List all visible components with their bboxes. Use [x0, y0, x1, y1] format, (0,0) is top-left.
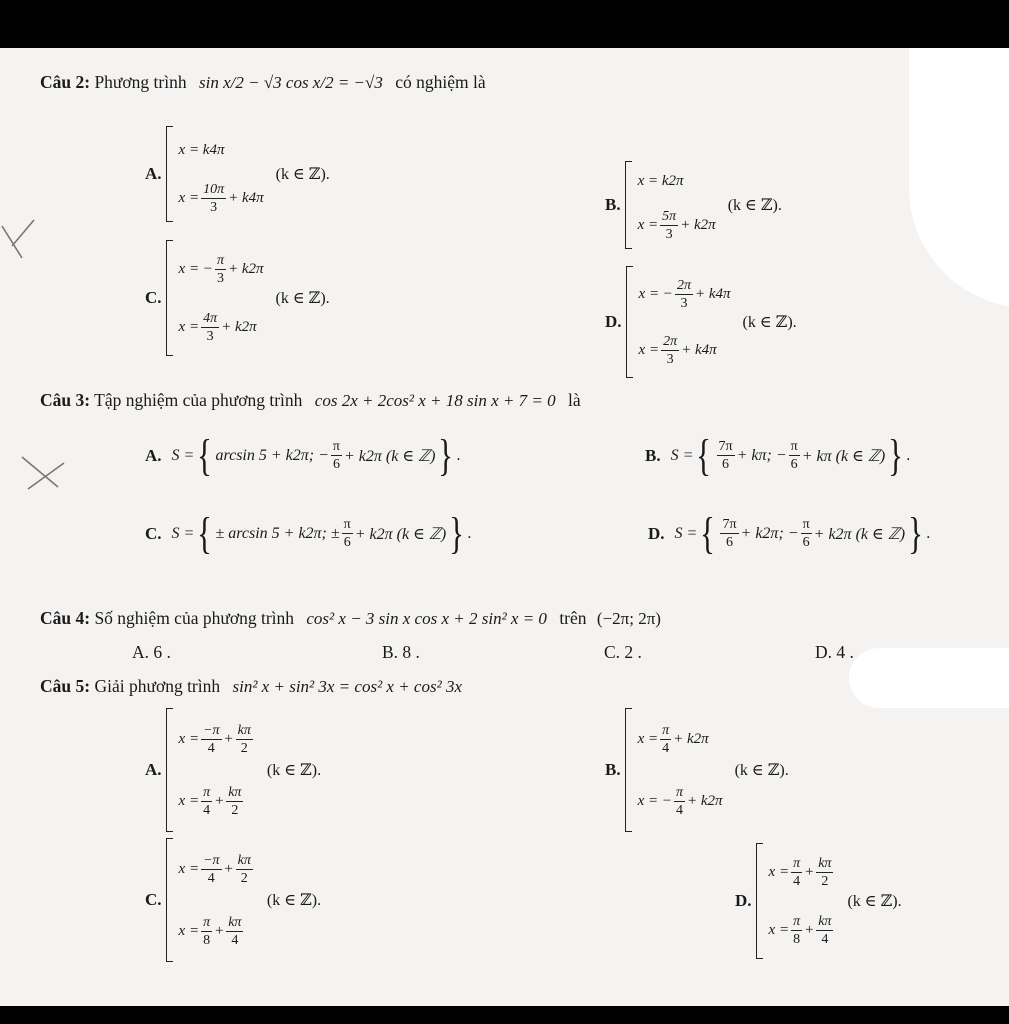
- question-2-label: Câu 2:: [40, 72, 91, 92]
- option-a-label: A.: [145, 760, 162, 779]
- q2-b-line2: x = $\frac{5\pi}{3}$ + k2π: [637, 208, 716, 242]
- question-4-stem: [40, 608, 661, 629]
- question-3-equation: cos 2x + 2cos² x + 18 sin x + 7 = 0: [314, 391, 556, 410]
- bracket: [166, 708, 173, 832]
- q4-option-a[interactable]: A. 6 .: [132, 642, 171, 662]
- question-4-label: Câu 4:: [40, 608, 91, 628]
- question-5-stem: [40, 676, 462, 697]
- q3-option-d[interactable]: D. S = { $\frac{7\pi}{6}$ + k2π; − $\frac{\pi}{6}$ + k2π (k ∈ ℤ) } .: [648, 509, 931, 558]
- question-3-label: Câu 3:: [40, 390, 91, 410]
- q5-option-b[interactable]: [605, 708, 789, 832]
- q3-option-b[interactable]: B. S = { $\frac{7\pi}{6}$ + kπ; − $\frac{\pi}{6}$ + kπ (k ∈ ℤ) } .: [645, 431, 911, 480]
- q3-option-c[interactable]: C. S = { ± arcsin 5 + k2π; ± $\frac{\pi}{6}$ + k2π (k ∈ ℤ) } .: [145, 509, 472, 558]
- q5-b-kz: (k ∈ ℤ).: [734, 762, 789, 779]
- question-2-equation: sin x/2 − √3 cos x/2 = −√3: [198, 73, 383, 92]
- option-d-label: D.: [605, 312, 622, 331]
- q2-c-kz: (k ∈ ℤ).: [275, 290, 330, 307]
- option-b-label: B.: [605, 195, 621, 214]
- q2-c-line2: x = $\frac{4\pi}{3}$ + k2π: [178, 310, 257, 344]
- q5-c-kz: (k ∈ ℤ).: [266, 892, 322, 909]
- question-2-stem: [40, 72, 486, 93]
- pen-mark-q2: [0, 218, 40, 278]
- bracket: [756, 843, 763, 959]
- option-b-label: B.: [645, 445, 661, 465]
- q5-b-line1: x = $\frac{\pi}{4}$ + k2π: [637, 722, 709, 756]
- q5-option-a[interactable]: [145, 708, 321, 832]
- q5-option-d[interactable]: [735, 843, 902, 959]
- q2-d-line1: x = − $\frac{2\pi}{3}$ + k4π: [638, 277, 731, 311]
- q2-a-line2: x = $\frac{10\pi}{3}$ + k4π: [178, 181, 264, 215]
- q2-option-a[interactable]: [145, 126, 330, 222]
- exam-paper: [0, 48, 1009, 1006]
- q4-option-c[interactable]: C. 2 .: [604, 642, 642, 662]
- q5-a-line2: x = $\frac{\pi}{4}$ + $\frac{k\pi}{2}$: [178, 784, 242, 818]
- option-b-label: B.: [605, 760, 621, 779]
- q2-b-line1: x = k2π: [637, 172, 684, 189]
- question-5-prefix: Giải phương trình: [94, 676, 221, 696]
- pen-mark-q3: [18, 453, 68, 493]
- q2-b-kz: (k ∈ ℤ).: [727, 197, 782, 214]
- option-a-label: A.: [145, 164, 162, 183]
- q5-d-kz: (k ∈ ℤ).: [847, 893, 902, 910]
- bracket: [166, 126, 173, 222]
- q5-c-line2: x = $\frac{\pi}{8}$ + $\frac{k\pi}{4}$: [178, 914, 242, 948]
- q5-a-kz: (k ∈ ℤ).: [266, 762, 322, 779]
- q2-option-b[interactable]: [605, 161, 782, 249]
- question-4-equation: cos² x − 3 sin x cos x + 2 sin² x = 0: [306, 609, 547, 628]
- light-glare: [909, 48, 1009, 308]
- option-a-label: A.: [145, 445, 162, 465]
- question-2-prefix: Phương trình: [94, 72, 187, 92]
- q5-c-line1: x = $\frac{-\pi}{4}$ + $\frac{k\pi}{2}$: [178, 852, 251, 886]
- q2-option-c[interactable]: [145, 240, 330, 356]
- light-glare-right: [849, 648, 1009, 708]
- q5-b-line2: x = − $\frac{\pi}{4}$ + k2π: [637, 784, 723, 818]
- option-d-label: D.: [735, 891, 752, 910]
- option-c-label: C.: [145, 890, 162, 909]
- q4-option-b[interactable]: B. 8 .: [382, 642, 420, 662]
- bracket: [625, 708, 632, 832]
- q5-option-c[interactable]: [145, 838, 321, 962]
- question-3-prefix: Tập nghiệm của phương trình: [94, 390, 303, 410]
- q2-option-d[interactable]: [605, 266, 797, 378]
- option-c-label: C.: [145, 523, 162, 543]
- question-4-prefix: Số nghiệm của phương trình: [94, 608, 295, 628]
- bracket: [166, 838, 173, 962]
- question-3-suffix: là: [567, 390, 581, 410]
- option-c-label: C.: [145, 288, 162, 307]
- q5-a-line1: x = $\frac{-\pi}{4}$ + $\frac{k\pi}{2}$: [178, 722, 251, 756]
- bracket: [625, 161, 632, 249]
- bracket: [166, 240, 173, 356]
- q5-d-line1: x = $\frac{\pi}{4}$ + $\frac{k\pi}{2}$: [768, 855, 832, 889]
- q2-d-line2: x = $\frac{2\pi}{3}$ + k4π: [638, 333, 717, 367]
- question-2-suffix: có nghiệm là: [395, 72, 486, 92]
- option-d-label: D.: [648, 523, 665, 543]
- q2-d-kz: (k ∈ ℤ).: [742, 314, 797, 331]
- q4-option-d[interactable]: D. 4 .: [815, 642, 854, 662]
- q3-option-a[interactable]: A. S = { arcsin 5 + k2π; − $\frac{\pi}{6}$ + k2π (k ∈ ℤ) } .: [145, 431, 461, 480]
- bracket: [626, 266, 633, 378]
- question-4-mid: trên: [559, 608, 587, 628]
- question-4-interval: (−2π; 2π): [596, 609, 661, 628]
- question-3-stem: [40, 390, 581, 411]
- q5-d-line2: x = $\frac{\pi}{8}$ + $\frac{k\pi}{4}$: [768, 913, 832, 947]
- q2-a-line1: x = k4π: [178, 141, 225, 158]
- question-5-equation: sin² x + sin² 3x = cos² x + cos² 3x: [232, 677, 462, 696]
- q2-c-line1: x = − $\frac{\pi}{3}$ + k2π: [178, 252, 264, 286]
- question-5-label: Câu 5:: [40, 676, 91, 696]
- q2-a-kz: (k ∈ ℤ).: [275, 166, 330, 183]
